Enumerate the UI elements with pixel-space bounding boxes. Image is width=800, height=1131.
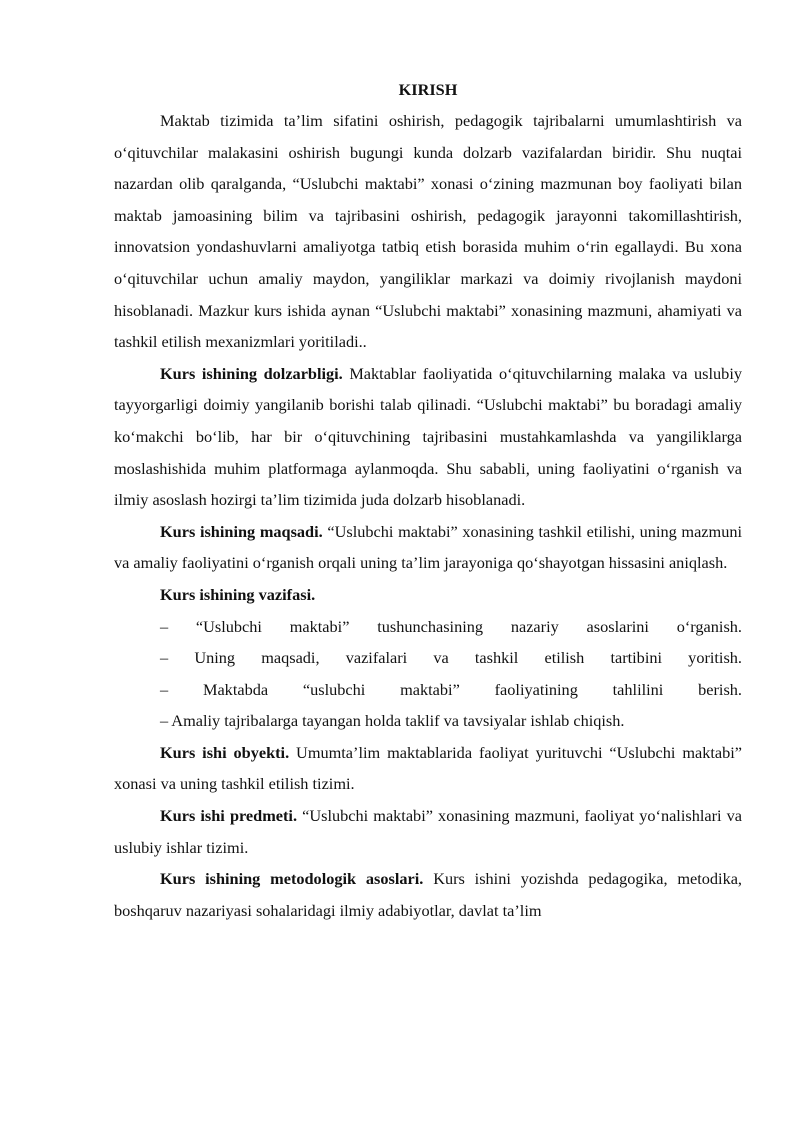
task-item-4: – Amaliy tajribalarga tayangan holda taklif va tavsiyalar ishlab chiqish. [160,711,625,731]
relevance-heading: Kurs ishining dolzarbligi. [160,363,343,383]
methodology-heading: Kurs ishining metodologik asoslari. [160,869,424,889]
object-text: Umumta’lim maktablarida faoliyat yurituvchi “Uslubchi maktabi” xonasi va uning tashkil etilish tizimi. [114,742,742,794]
object-heading: Kurs ishi obyekti. [160,742,290,762]
goal-heading: Kurs ishining maqsadi. [160,521,323,541]
methodology-paragraph [114,863,742,926]
page-title: KIRISH [398,80,458,99]
goal-paragraph [114,516,742,579]
subject-heading: Kurs ishi predmeti. [160,806,298,826]
task-item-1: – “Uslubchi maktabi” tushunchasining nazariy asoslarini o‘rganish. [160,616,742,636]
object-paragraph [114,737,742,800]
methodology-text: Kurs ishini yozishda pedagogika, metodika, boshqaruv nazariyasi sohalaridagi ilmiy adabiyotlar, davlat ta’lim [114,869,743,920]
intro-paragraph: Maktab tizimida ta’lim sifatini oshirish, pedagogik tajribalarni umumlashtirish va o‘qituvchilar malakasini oshirish bugungi kunda dolzarb vazifalardan biridir. Shu nuqtai nazardan olib qaralganda, “Uslubchi maktabi” xonasi o‘zining mazmunan boy faoliyati bilan maktab jamoasining bilim va tajribasini oshirish, pedagogik jarayonni takomillashtirish, innovatsion yondashuvlarni amaliyotga tatbiq etish borasida muhim o‘rin egallaydi. Bu xona o‘qituvchilar uchun amaliy maydon, yangiliklar markazi va doimiy rivojlanish maydoni hisoblanadi. Mazkur kurs ishida aynan “Uslubchi maktabi” xonasining mazmuni, ahamiyati va tashkil etilish mexanizmlari yoritiladi.. [114,111,742,352]
task-item-3: – Maktabda “uslubchi maktabi” faoliyatining tahlilini berish. [160,679,742,699]
task-item-2: – Uning maqsadi, vazifalari va tashkil etilish tartibini yoritish. [160,648,742,668]
relevance-paragraph [114,358,742,516]
subject-text: “Uslubchi maktabi” xonasining mazmuni, faoliyat yo‘nalishlari va uslubiy ishlar tizimi. [114,806,743,857]
tasks-heading: Kurs ishining vazifasi. [160,584,316,604]
goal-text: “Uslubchi maktabi” xonasining tashkil etilishi, uning mazmuni va amaliy faoliyatini o‘rganish orqali uning ta’lim jarayoniga qo‘shayotgan hissasini aniqlash. [114,521,742,573]
document-page [114,74,742,926]
relevance-text: Maktablar faoliyatida o‘qituvchilarning malaka va uslubiy tayyorgarligi doimiy yangilanib borishi talab qilinadi. “Uslubchi maktabi” bu boradagi amaliy ko‘makchi bo‘lib, har bir o‘qituvchining tajribasini mustahkamlashda va yangiliklarga moslashishida muhim platformaga aylanmoqda. Shu sababli, uning faoliyatini o‘rganish va ilmiy asoslash hozirgi ta’lim tizimida juda dolzarb hisoblanadi. [114,363,742,510]
subject-paragraph [114,800,742,863]
